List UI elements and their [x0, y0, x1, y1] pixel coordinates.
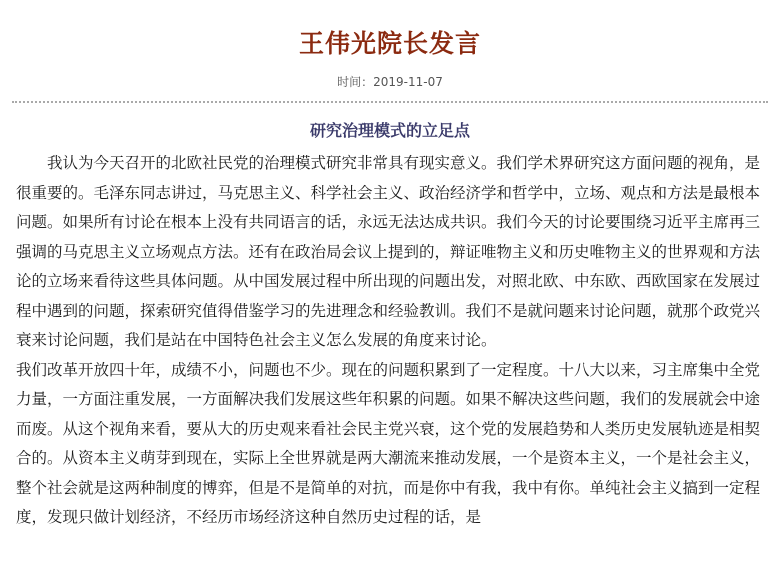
publish-date: 2019-11-07: [373, 75, 443, 89]
dotted-divider: [12, 101, 768, 103]
article-subtitle: 研究治理模式的立足点: [309, 121, 470, 140]
article-paragraph: 我们改革开放四十年，成绩不小，问题也不少。现在的问题积累到了一定程度。十八大以来，习主席集中全党力量，一方面注重发展，一方面解决我们发展这些年积累的问题。如果不解决这些问题，我们的发展就会中途而废。从这个视角来看，要从大的历史观来看社会民主党兴衰，这个党的发展趋势和人类历史发展轨迹是相契合的。从资本主义萌芽到现在，实际上全世界就是两大潮流来推动发展，一个是资本主义，一个是社会主义，整个社会就是这两种制度的博弈，但是不是简单的对抗，而是你中有我，我中有你。单纯社会主义搞到一定程度，发现只做计划经济，不经历市场经济这种自然历史过程的话，是: [16, 360, 761, 526]
date-label: 时间：: [337, 75, 374, 89]
article-title: 王伟光院长发言: [298, 29, 481, 58]
article-body: [16, 149, 760, 533]
article-meta: [0, 74, 780, 90]
article-paragraph: 我认为今天召开的北欧社民党的治理模式研究非常具有现实意义。我们学术界研究这方面问题的视角，是很重要的。毛泽东同志讲过，马克思主义、科学社会主义、政治经济学和哲学中，立场、观点和方法是最根本问题。如果所有讨论在根本上没有共同语言的话，永远无法达成共识。我们今天的讨论要围绕习近平主席再三强调的马克思主义立场观点方法。还有在政治局会议上提到的，辩证唯物主义和历史唯物主义的世界观和方法论的立场来看待这些具体问题。从中国发展过程中所出现的问题出发，对照北欧、中东欧、西欧国家在发展过程中遇到的问题，探索研究值得借鉴学习的先进理念和经验教训。我们不是就问题来讨论问题，就那个政党兴衰来讨论问题，我们是站在中国特色社会主义怎么发展的角度来讨论。: [16, 154, 761, 349]
